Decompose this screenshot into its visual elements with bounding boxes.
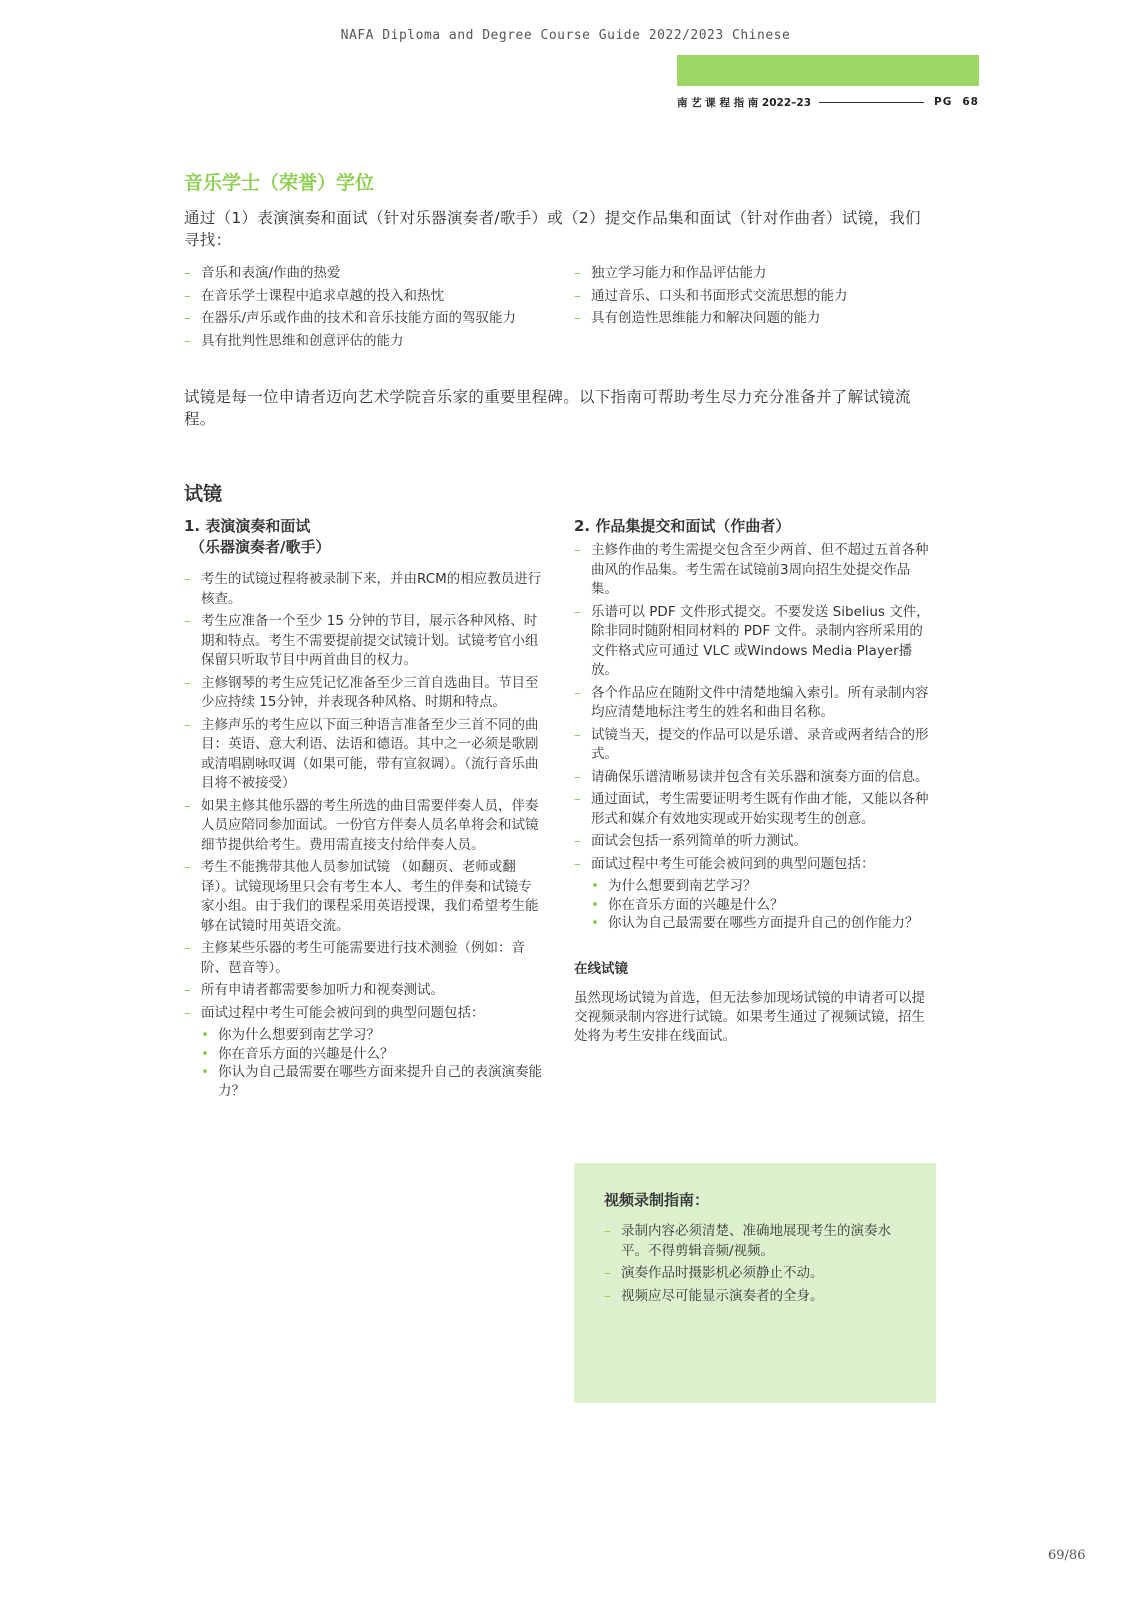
list-item: – 考生应准备一个至少 15 分钟的节目，展示各种风格、时期和特点。考生不需要提前提交试镜计划。试镜考官小组保留只听取节目中两首曲目的权力。 bbox=[184, 613, 539, 668]
page-number-label bbox=[934, 96, 979, 108]
header-rule bbox=[819, 102, 924, 103]
list-item-text: 主修声乐的考生应以下面三种语言准备至少三首不同的曲目：英语、意大利语、法语和德语。其中之一必须是歌剧或清唱剧咏叹调（如果可能，带有宣叙调）。（流行音乐曲目将不被接受） bbox=[201, 716, 539, 791]
list-item-text: 面试过程中考生可能会被问到的典型问题包括： bbox=[201, 1004, 485, 1021]
list-item-text: 所有申请者都需要参加听力和视奏测试。 bbox=[201, 982, 444, 998]
section-heading bbox=[574, 516, 936, 537]
pg-number: 68 bbox=[962, 96, 979, 108]
list-item-text: 通过面试，考生需要证明考生既有作曲才能，又能以各种形式和媒介有效地实现或开始实现考生的创意。 bbox=[591, 791, 929, 827]
list-item: – 面试会包括一系列简单的听力测试。 bbox=[574, 833, 807, 849]
list-item: – 音乐和表演/作曲的热爱 bbox=[184, 265, 341, 281]
section-heading bbox=[184, 516, 544, 558]
page-header bbox=[677, 95, 979, 109]
list-item: – 请确保乐谱清晰易读并包含有关乐器和演奏方面的信息。 bbox=[574, 768, 929, 785]
section-title: 1. 表演演奏和面试 bbox=[184, 517, 311, 535]
question-text: 你在音乐方面的兴趣是什么？ bbox=[218, 1045, 394, 1062]
list-item-text: 主修作曲的考生需提交包含至少两首、但不超过五首各种曲风的作品集。考生需在试镜前3周向招生处提交作品集。 bbox=[591, 542, 929, 597]
list-item-text: 在器乐/声乐或作曲的技术和音乐技能方面的驾驭能力 bbox=[201, 310, 517, 326]
list-item-text: 考生应准备一个至少 15 分钟的节目，展示各种风格、时期和特点。考生不需要提前提交试镜计划。试镜考官小组保留只听取节目中两首曲目的权力。 bbox=[201, 613, 539, 668]
criteria-list-right bbox=[574, 264, 934, 332]
list-item-text: 具有批判性思维和创意评估的能力 bbox=[201, 332, 404, 349]
list-item-text: 演奏作品时摄影机必须静止不动。 bbox=[621, 1265, 824, 1281]
question-text: 你认为自己最需要在哪些方面提升自己的创作能力？ bbox=[608, 915, 919, 931]
performance-list bbox=[184, 570, 544, 1023]
header-label: 南 艺 课 程 指 南 2022–23 bbox=[677, 96, 812, 109]
list-item-text: 在音乐学士课程中追求卓越的投入和热忱 bbox=[201, 287, 444, 304]
section-subtitle: （乐器演奏者/歌手） bbox=[190, 538, 331, 556]
list-item: – 考生的试镜过程将被录制下来，并由RCM的相应教员进行核查。 bbox=[184, 571, 542, 607]
list-item-text: 主修某些乐器的考生可能需要进行技术测验（例如：音阶、琶音等）。 bbox=[201, 940, 525, 976]
list-item-text: 请确保乐谱清晰易读并包含有关乐器和演奏方面的信息。 bbox=[591, 768, 929, 785]
list-item: – 主修某些乐器的考生可能需要进行技术测验（例如：音阶、琶音等）。 bbox=[184, 940, 525, 976]
list-item: – 所有申请者都需要参加听力和视奏测试。 bbox=[184, 982, 444, 998]
list-item: – 考生不能携带其他人员参加试镜 （如翻页、老师或翻译）。试镜现场里只会有考生本人、考生的伴奏和试镜专家小组。由于我们的课程采用英语授课，我们希望考生能够在试镜时用英语交流。 bbox=[184, 859, 539, 934]
list-item: – 试镜当天，提交的作品可以是乐谱、录音或两者结合的形式。 bbox=[574, 726, 929, 762]
list-item: – 具有批判性思维和创意评估的能力 bbox=[184, 332, 404, 349]
page-title: 音乐学士（荣誉）学位 bbox=[184, 172, 375, 194]
list-item: – 通过面试，考生需要证明考生既有作曲才能，又能以各种形式和媒介有效地实现或开始实现考生的创意。 bbox=[574, 791, 929, 827]
list-item: – 演奏作品时摄影机必须静止不动。 bbox=[604, 1265, 824, 1281]
list-item: – 独立学习能力和作品评估能力 bbox=[574, 265, 767, 281]
list-item-text: 独立学习能力和作品评估能力 bbox=[591, 265, 767, 281]
question-item: • 你认为自己最需要在哪些方面提升自己的创作能力？ bbox=[591, 915, 919, 931]
list-item: – 主修声乐的考生应以下面三种语言准备至少三首不同的曲目：英语、意大利语、法语和德语。其中之一必须是歌剧或清唱剧咏叹调（如果可能，带有宣叙调）。（流行音乐曲目将不被接受） bbox=[184, 716, 539, 791]
list-item: – 在音乐学士课程中追求卓越的投入和热忱 bbox=[184, 287, 444, 304]
list-item: – 主修作曲的考生需提交包含至少两首、但不超过五首各种曲风的作品集。考生需在试镜前3周向招生处提交作品集。 bbox=[574, 542, 929, 597]
list-item-text: 音乐和表演/作曲的热爱 bbox=[201, 265, 341, 281]
section-portfolio bbox=[574, 516, 936, 1046]
list-item-text: 面试会包括一系列简单的听力测试。 bbox=[591, 833, 807, 849]
portfolio-questions bbox=[574, 877, 936, 933]
intro-paragraph: 通过（1）表演演奏和面试（针对乐器演奏者/歌手）或（2）提交作品集和面试（针对作曲者）试镜，我们寻找： bbox=[184, 209, 921, 249]
list-item-text: 面试过程中考生可能会被问到的典型问题包括： bbox=[591, 855, 875, 872]
question-item: • 你认为自己最需要在哪些方面来提升自己的表演演奏能力？ bbox=[201, 1064, 542, 1099]
online-audition-heading: 在线试镜 bbox=[574, 960, 628, 977]
section-performance bbox=[184, 516, 544, 1103]
list-item: – 面试过程中考生可能会被问到的典型问题包括： bbox=[184, 1004, 485, 1021]
list-item: – 主修钢琴的考生应凭记忆准备至少三首自选曲目。节目至少应持续 15分钟，并表现各种风格、时期和特点。 bbox=[184, 674, 539, 710]
list-item-text: 视频应尽可能显示演奏者的全身。 bbox=[621, 1287, 824, 1304]
question-text: 你在音乐方面的兴趣是什么？ bbox=[608, 896, 784, 913]
list-item: – 乐谱可以 PDF 文件形式提交。不要发送 Sibelius 文件，除非同时随附相同材料的 PDF 文件。录制内容所采用的文件格式应可通过 VLC 或Windows Media Player播放。 bbox=[574, 603, 930, 678]
video-guide-box bbox=[574, 1163, 936, 1403]
list-item-text: 如果主修其他乐器的考生所选的曲目需要伴奏人员，伴奏人员应陪同参加面试。一份官方伴奏人员名单将会和试镜细节提供给考生。费用需直接支付给伴奏人员。 bbox=[201, 797, 539, 853]
performance-questions bbox=[184, 1026, 544, 1100]
audition-heading: 试镜 bbox=[184, 483, 223, 505]
list-item-text: 考生不能携带其他人员参加试镜 （如翻页、老师或翻译）。试镜现场里只会有考生本人、考生的伴奏和试镜专家小组。由于我们的课程采用英语授课，我们希望考生能够在试镜时用英语交流。 bbox=[201, 859, 539, 934]
list-item: – 面试过程中考生可能会被问到的典型问题包括： bbox=[574, 855, 875, 872]
list-item-text: 各个作品应在随附文件中清楚地编入索引。所有录制内容均应清楚地标注考生的姓名和曲目名称。 bbox=[591, 684, 929, 720]
list-item-text: 考生的试镜过程将被录制下来，并由RCM的相应教员进行核查。 bbox=[201, 571, 542, 607]
list-item-text: 录制内容必须清楚、准确地展现考生的演奏水平。不得剪辑音频/视频。 bbox=[621, 1223, 891, 1259]
list-item: – 具有创造性思维能力和解决问题的能力 bbox=[574, 310, 821, 326]
question-item: • 你在音乐方面的兴趣是什么？ bbox=[201, 1045, 394, 1062]
question-text: 你为什么想要到南艺学习？ bbox=[218, 1027, 380, 1043]
list-item: – 录制内容必须清楚、准确地展现考生的演奏水平。不得剪辑音频/视频。 bbox=[604, 1223, 891, 1259]
list-item-text: 具有创造性思维能力和解决问题的能力 bbox=[591, 310, 821, 326]
list-item: – 通过音乐、口头和书面形式交流思想的能力 bbox=[574, 287, 848, 304]
pg-text: PG bbox=[934, 96, 953, 108]
list-item: – 如果主修其他乐器的考生所选的曲目需要伴奏人员，伴奏人员应陪同参加面试。一份官方伴奏人员名单将会和试镜细节提供给考生。费用需直接支付给伴奏人员。 bbox=[184, 797, 539, 853]
criteria-list-left bbox=[184, 264, 544, 354]
question-text: 为什么想要到南艺学习？ bbox=[608, 878, 757, 894]
summary-paragraph: 试镜是每一位申请者迈向艺术学院音乐家的重要里程碑。以下指南可帮助考生尽力充分准备并了解试镜流程。 bbox=[184, 388, 911, 428]
video-guide-heading: 视频录制指南： bbox=[604, 1191, 710, 1209]
document-title: NAFA Diploma and Degree Course Guide 2022/2023 Chinese bbox=[340, 28, 791, 43]
page-counter: 69/86 bbox=[1048, 1548, 1086, 1563]
header-color-band bbox=[677, 55, 979, 86]
online-audition-text: 虽然现场试镜为首选，但无法参加现场试镜的申请者可以提交视频录制内容进行试镜。如果考生通过了视频试镜，招生处将为考生安排在线面试。 bbox=[574, 989, 925, 1044]
question-item: • 你为什么想要到南艺学习？ bbox=[201, 1027, 380, 1043]
list-item-text: 通过音乐、口头和书面形式交流思想的能力 bbox=[591, 287, 848, 304]
list-item-text: 试镜当天，提交的作品可以是乐谱、录音或两者结合的形式。 bbox=[591, 726, 929, 762]
portfolio-list bbox=[574, 541, 936, 874]
list-item-text: 乐谱可以 PDF 文件形式提交。不要发送 Sibelius 文件，除非同时随附相同材料的 PDF 文件。录制内容所采用的文件格式应可通过 VLC 或Windows Media Player播放。 bbox=[591, 603, 930, 678]
list-item: – 在器乐/声乐或作曲的技术和音乐技能方面的驾驭能力 bbox=[184, 310, 517, 326]
list-item-text: 主修钢琴的考生应凭记忆准备至少三首自选曲目。节目至少应持续 15分钟，并表现各种风格、时期和特点。 bbox=[201, 674, 539, 710]
question-text: 你认为自己最需要在哪些方面来提升自己的表演演奏能力？ bbox=[218, 1064, 542, 1099]
list-item: – 视频应尽可能显示演奏者的全身。 bbox=[604, 1287, 824, 1304]
video-guide-list bbox=[604, 1222, 906, 1306]
list-item: – 各个作品应在随附文件中清楚地编入索引。所有录制内容均应清楚地标注考生的姓名和曲目名称。 bbox=[574, 684, 929, 720]
section-title: 2. 作品集提交和面试（作曲者） bbox=[574, 517, 791, 535]
question-item: • 为什么想要到南艺学习？ bbox=[591, 878, 757, 894]
question-item: • 你在音乐方面的兴趣是什么？ bbox=[591, 896, 784, 913]
